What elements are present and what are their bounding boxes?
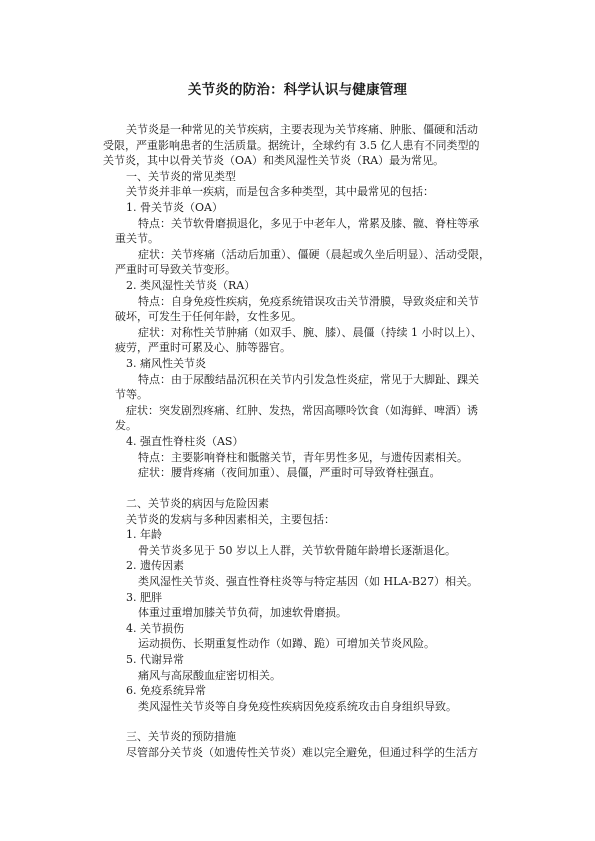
paragraph-line: 骨关节炎多见于 50 岁以上人群，关节软骨随年龄增长逐渐退化。 <box>138 544 456 557</box>
section-heading: 二、关节炎的病因与危险因素 <box>126 497 269 510</box>
paragraph-line: 破坏，可发生于任何年龄，女性多见。 <box>115 310 302 323</box>
list-item-heading: 1. 骨关节炎（OA） <box>126 201 223 214</box>
paragraph-line: 症状：突发剧烈疼痛、红肿、发热，常因高嘌呤饮食（如海鲜、啤酒）诱 <box>126 404 478 417</box>
section-heading: 三、关节炎的预防措施 <box>126 730 236 743</box>
paragraph-line: 关节炎是一种常见的关节疾病，主要表现为关节疼痛、肿胀、僵硬和活动 <box>126 123 478 136</box>
list-item-heading: 5. 代谢异常 <box>126 653 184 666</box>
paragraph-line: 痛风与高尿酸血症密切相关。 <box>138 669 281 682</box>
list-item-heading: 1. 年龄 <box>126 528 162 541</box>
paragraph-line: 特点：自身免疫性疾病，免疫系统错误攻击关节滑膜，导致炎症和关节 <box>138 295 479 308</box>
paragraph-line: 关节炎的发病与多种因素相关，主要包括： <box>126 513 335 526</box>
list-item-heading: 4. 强直性脊柱炎（AS） <box>126 435 244 448</box>
list-item-heading: 4. 关节损伤 <box>126 622 184 635</box>
list-item-heading: 2. 遗传因素 <box>126 559 184 572</box>
paragraph-line: 受限，严重影响患者的生活质量。据统计，全球约有 3.5 亿人患有不同类型的 <box>103 139 480 152</box>
paragraph-line: 运动损伤、长期重复性动作（如蹲、跪）可增加关节炎风险。 <box>138 637 435 650</box>
paragraph-line: 特点：关节软骨磨损退化，多见于中老年人，常累及膝、髋、脊柱等承 <box>138 217 479 230</box>
paragraph-line: 发。 <box>115 419 137 432</box>
paragraph-line: 特点：主要影响脊柱和骶髂关节，青年男性多见，与遗传因素相关。 <box>138 451 468 464</box>
paragraph-line: 关节炎，其中以骨关节炎（OA）和类风湿性关节炎（RA）最为常见。 <box>103 154 445 167</box>
paragraph-line: 类风湿性关节炎、强直性脊柱炎等与特定基因（如 HLA-B27）相关。 <box>138 575 479 588</box>
paragraph-line: 节等。 <box>115 388 148 401</box>
paragraph-line: 关节炎并非单一疾病，而是包含多种类型，其中最常见的包括： <box>126 185 434 198</box>
list-item-heading: 2. 类风湿性关节炎（RA） <box>126 279 256 292</box>
document-title: 关节炎的防治：科学认识与健康管理 <box>187 82 408 98</box>
list-item-heading: 6. 免疫系统异常 <box>126 684 206 697</box>
list-item-heading: 3. 痛风性关节炎 <box>126 357 206 370</box>
section-heading: 一、关节炎的常见类型 <box>126 170 236 183</box>
paragraph-line: 疲劳，严重时可累及心、肺等器官。 <box>115 341 291 354</box>
paragraph-line: 特点：由于尿酸结晶沉积在关节内引发急性炎症，常见于大脚趾、踝关 <box>138 373 479 386</box>
paragraph-line: 症状：关节疼痛（活动后加重）、僵硬（晨起或久坐后明显）、活动受限， <box>138 248 490 261</box>
paragraph-line: 症状：腰背疼痛（夜间加重）、晨僵，严重时可导致脊柱强直。 <box>138 466 441 479</box>
paragraph-line: 类风湿性关节炎等自身免疫性疾病因免疫系统攻击自身组织导致。 <box>138 700 457 713</box>
paragraph-line: 症状：对称性关节肿痛（如双手、腕、膝）、晨僵（持续 1 小时以上）、 <box>138 326 482 339</box>
paragraph-line: 尽管部分关节炎（如遗传性关节炎）难以完全避免，但通过科学的生活方 <box>126 746 478 759</box>
paragraph-line: 重关节。 <box>115 232 159 245</box>
paragraph-line: 严重时可导致关节变形。 <box>115 263 236 276</box>
list-item-heading: 3. 肥胖 <box>126 591 162 604</box>
paragraph-line: 体重过重增加膝关节负荷，加速软骨磨损。 <box>138 606 347 619</box>
